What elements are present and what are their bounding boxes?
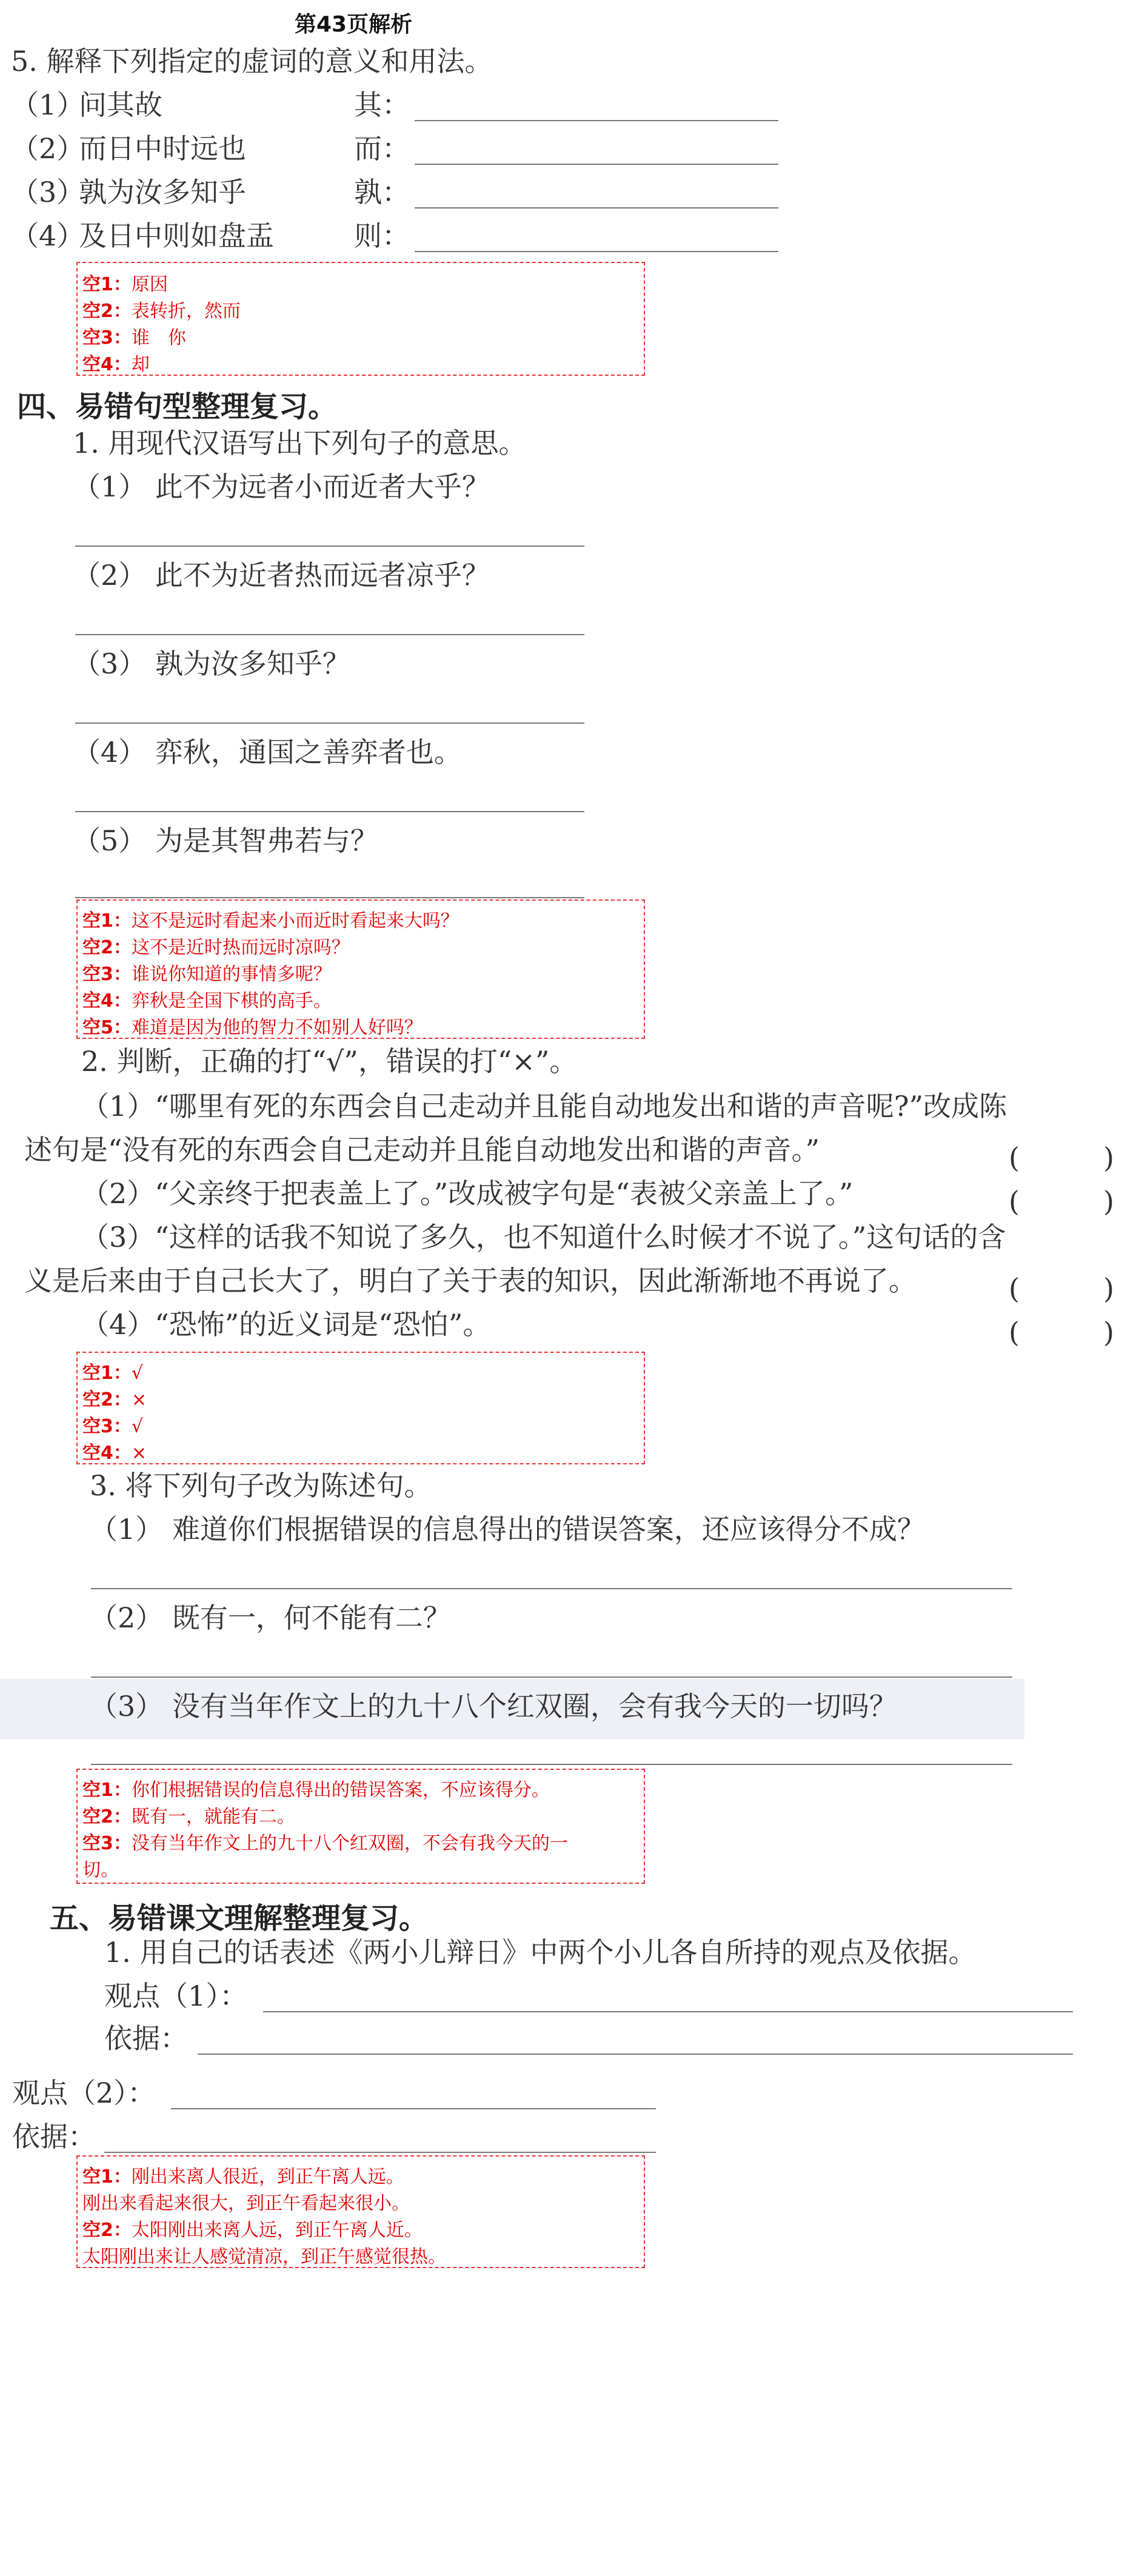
s4-q3-answer-line-2[interactable] <box>91 1677 1012 1678</box>
q5-answer-line-4[interactable] <box>415 251 778 252</box>
s4-q3-answer-line-3[interactable] <box>91 1764 1012 1765</box>
s4-q1-answer-line-3[interactable] <box>75 722 584 724</box>
s4-q2-item-2: （2）“父亲终于把表盖上了。”改成被字句是“表被父亲盖上了。” <box>81 1177 854 1210</box>
s4-q2-item-1-line-2: 述句是“没有死的东西会自己走动并且能自动地发出和谐的声音。” <box>24 1133 820 1166</box>
s4-q2-judge-paren-2[interactable]: ( ) <box>1009 1185 1114 1218</box>
answer-row: 空5：难道是因为他的智力不如别人好吗？ <box>82 1017 423 1038</box>
s4-q1-item-5: （5） 为是其智弗若与？ <box>73 824 378 857</box>
view-2-label: 观点（2）： <box>12 2077 156 2109</box>
section-5-heading: 五、易错课文理解整理复习。 <box>50 1901 429 1935</box>
s4-q3-item-1: （1） 难道你们根据错误的信息得出的错误答案，还应该得分不成？ <box>90 1513 925 1546</box>
answer-row: 空1：这不是远时看起来小而近时看起来大吗？ <box>82 910 459 932</box>
answer-row: 空1：√ <box>82 1363 143 1384</box>
answer-row: 空2：× <box>82 1389 147 1410</box>
answer-row: 刚出来看起来很大，到正午看起来很小。 <box>82 2193 410 2214</box>
s4-q2-judge-paren-4[interactable]: ( ) <box>1009 1316 1114 1349</box>
answer-row: 空3：谁 你 <box>82 327 186 349</box>
view-1-label: 观点（1）： <box>104 1980 248 2012</box>
answer-row: 空2：表转折，然而 <box>82 301 241 322</box>
answer-row: 空2：既有一，就能有二。 <box>82 1806 295 1827</box>
s4-q1-item-3: （3） 孰为汝多知乎？ <box>73 647 350 680</box>
s4-q2-item-3-line-2: 义是后来由于自己长大了，明白了关于表的知识，因此渐渐地不再说了。 <box>24 1264 917 1297</box>
s4-q2-prompt: 2. 判断，正确的打“√”，错误的打“×”。 <box>81 1045 578 1078</box>
q5-item-2-number: （2） <box>11 132 85 165</box>
q5-item-1-number: （1） <box>11 88 85 121</box>
s4-q2-item-3-line-1: （3）“这样的话我不知说了多久，也不知道什么时候才不说了。”这句话的含 <box>81 1221 1006 1253</box>
q5-item-4-number: （4） <box>11 219 85 252</box>
q5-item-2-word: 而： <box>354 132 410 165</box>
s4-q3-prompt: 3. 将下列句子改为陈述句。 <box>90 1469 432 1502</box>
answer-row: 空4：却 <box>82 354 150 375</box>
q5-item-3-text: 孰为汝多知乎 <box>79 176 246 209</box>
s4-q3-item-2: （2） 既有一，何不能有二？ <box>90 1601 451 1634</box>
question-5-heading: 5. 解释下列指定的虚词的意义和用法。 <box>11 45 493 78</box>
q5-item-3-word: 孰： <box>354 176 410 209</box>
s4-q1-item-4: （4） 弈秋，通国之善弈者也。 <box>73 736 462 769</box>
answer-row: 空3：没有当年作文上的九十八个红双圈，不会有我今天的一 <box>82 1833 568 1854</box>
q5-item-3-number: （3） <box>11 176 85 209</box>
s4-q1-answer-box <box>76 899 645 1039</box>
s4-q2-item-1-line-1: （1）“哪里有死的东西会自己走动并且能自动地发出和谐的声音呢?”改成陈 <box>81 1090 1007 1123</box>
q5-item-1-word: 其： <box>354 88 410 121</box>
s4-q3-answer-box <box>76 1769 645 1884</box>
answer-row: 切。 <box>82 1860 119 1881</box>
q5-item-4-word: 则： <box>354 219 410 252</box>
view-1-answer-line[interactable] <box>263 2011 1073 2012</box>
answer-row: 空2：太阳刚出来离人远，到正午离人近。 <box>82 2220 423 2241</box>
basis-2-label: 依据： <box>12 2120 96 2153</box>
section-4-heading: 四、易错句型整理复习。 <box>17 390 338 424</box>
s4-q2-judge-paren-3[interactable]: ( ) <box>1009 1272 1114 1305</box>
answer-row: 空1：原因 <box>82 274 168 295</box>
s4-q2-item-4: （4）“恐怖”的近义词是“恐怕”。 <box>81 1308 491 1341</box>
basis-1-label: 依据： <box>104 2022 188 2055</box>
view-2-answer-line[interactable] <box>171 2108 656 2109</box>
answer-row: 空1：刚出来离人很近，到正午离人远。 <box>82 2166 404 2187</box>
s4-q3-item-3: （3） 没有当年作文上的九十八个红双圈，会有我今天的一切吗？ <box>90 1690 897 1723</box>
q5-answer-line-1[interactable] <box>415 120 778 121</box>
s4-q1-item-1: （1） 此不为远者小而近者大乎？ <box>73 470 490 503</box>
s5-q1-prompt: 1. 用自己的话表述《两小儿辩日》中两个小儿各自所持的观点及依据。 <box>104 1936 977 1969</box>
s4-q3-answer-line-1[interactable] <box>91 1588 1012 1589</box>
q5-item-2-text: 而日中时远也 <box>79 132 246 165</box>
s4-q1-answer-line-5[interactable] <box>75 897 584 898</box>
s4-q1-item-2: （2） 此不为近者热而远者凉乎？ <box>73 559 490 592</box>
q5-answer-box <box>76 262 645 376</box>
answer-row: 空3：√ <box>82 1416 143 1437</box>
answer-row: 空1：你们根据错误的信息得出的错误答案，不应该得分。 <box>82 1780 550 1801</box>
s4-q2-answer-box <box>76 1352 645 1464</box>
s4-q1-answer-line-2[interactable] <box>75 634 584 635</box>
answer-row: 太阳刚出来让人感觉清凉，到正午感觉很热。 <box>82 2246 446 2267</box>
s4-q1-prompt: 1. 用现代汉语写出下列句子的意思。 <box>73 427 527 459</box>
answer-row: 空2：这不是近时热而远时凉吗？ <box>82 937 350 958</box>
answer-row: 空4：× <box>82 1443 147 1464</box>
answer-row: 空3：谁说你知道的事情多呢？ <box>82 964 332 985</box>
answer-row: 空4：弈秋是全国下棋的高手。 <box>82 990 332 1012</box>
q5-answer-line-2[interactable] <box>415 164 778 165</box>
q5-item-1-text: 问其故 <box>79 88 162 121</box>
s4-q2-judge-paren-1[interactable]: ( ) <box>1009 1141 1114 1174</box>
s5-answer-box <box>76 2155 645 2268</box>
page-title: 第43页解析 <box>295 12 413 37</box>
q5-item-4-text: 及日中则如盘盂 <box>79 219 274 252</box>
basis-2-answer-line[interactable] <box>104 2152 656 2153</box>
basis-1-answer-line[interactable] <box>198 2054 1073 2055</box>
s4-q1-answer-line-1[interactable] <box>75 546 584 547</box>
s4-q1-answer-line-4[interactable] <box>75 811 584 812</box>
q5-answer-line-3[interactable] <box>415 207 778 209</box>
